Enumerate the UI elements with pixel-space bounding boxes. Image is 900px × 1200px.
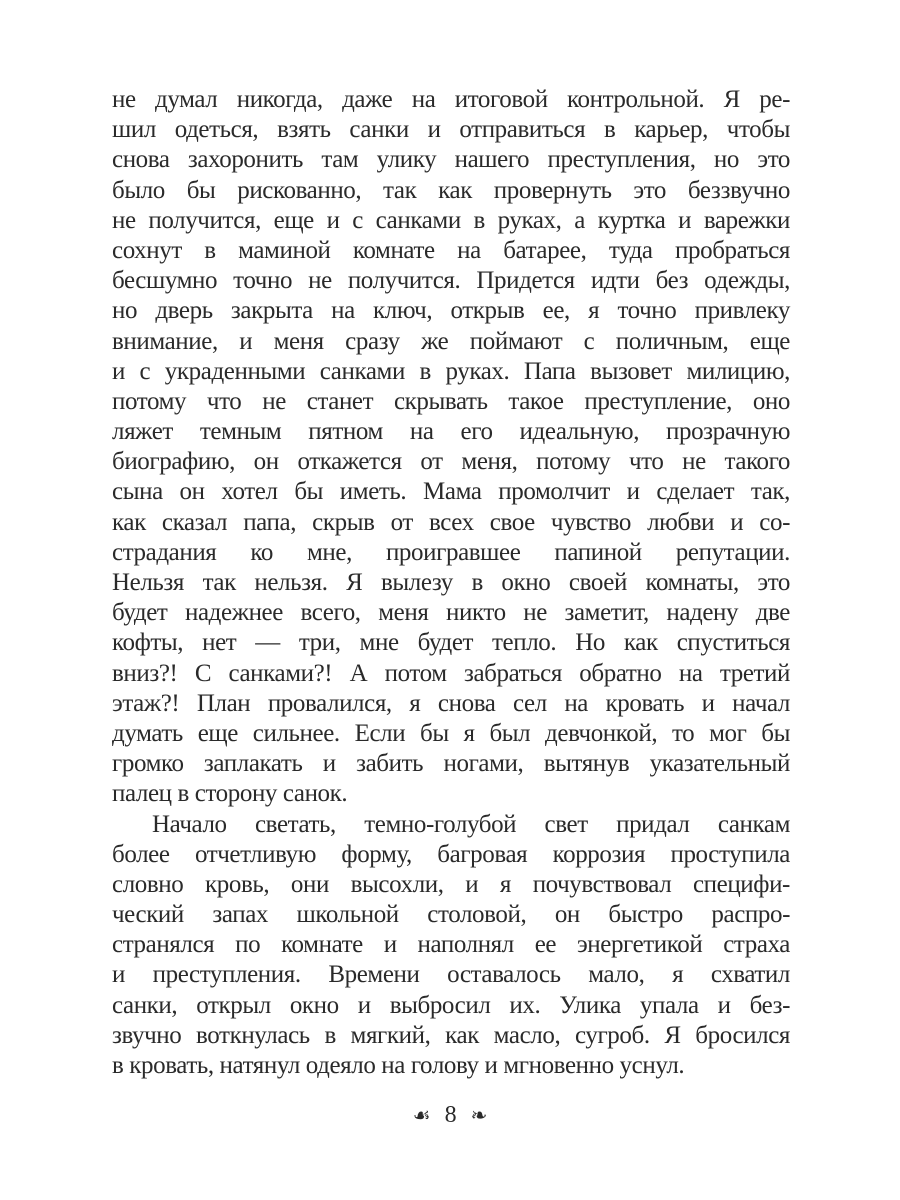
text-line: шил одеться, взять санки и отправиться в карьер, чтобы bbox=[112, 116, 790, 144]
text-line: вниз?! С санками?! А потом забраться обратно на третий bbox=[112, 659, 790, 687]
paragraph bbox=[112, 810, 790, 1082]
text-line: санки, открыл окно и выбросил их. Улика упала и без- bbox=[112, 991, 790, 1019]
text-line: страдания ко мне, проигравшее папиной репутации. bbox=[112, 538, 790, 566]
text-line: громко заплакать и забить ногами, вытянув указательный bbox=[112, 750, 790, 778]
text-line: ляжет темным пятном на его идеальную, прозрачную bbox=[112, 418, 790, 446]
text-line: звучно воткнулась в мягкий, как масло, сугроб. Я бросился bbox=[112, 1021, 790, 1049]
right-fleuron-icon: ❧ bbox=[470, 1103, 488, 1127]
left-fleuron-icon: ☙ bbox=[412, 1103, 431, 1127]
text-line: сохнут в маминой комнате на батарее, туда пробраться bbox=[112, 236, 790, 264]
text-line: странялся по комнате и наполнял ее энергетикой страха bbox=[112, 931, 790, 959]
text-line: не получится, еще и с санками в руках, а куртка и варежки bbox=[112, 206, 790, 234]
text-line: но дверь закрыта на ключ, открыв ее, я точно привлеку bbox=[112, 297, 790, 325]
text-line: снова захоронить там улику нашего преступления, но это bbox=[112, 146, 790, 174]
text-line: не думал никогда, даже на итоговой контрольной. Я ре- bbox=[112, 86, 790, 113]
text-line: потому что не станет скрывать такое преступление, оно bbox=[112, 387, 790, 415]
text-line: внимание, и меня сразу же поймают с поличным, еще bbox=[112, 327, 790, 355]
text-line: было бы рискованно, так как провернуть это беззвучно bbox=[112, 176, 790, 204]
text-line: кофты, нет — три, мне будет тепло. Но как спуститься bbox=[112, 629, 790, 657]
page-footer bbox=[0, 1100, 900, 1130]
text-line: и преступления. Времени оставалось мало, я схватил bbox=[112, 961, 790, 989]
text-line: и с украденными санками в руках. Папа вызовет милицию, bbox=[112, 357, 790, 385]
text-line: сына он хотел бы иметь. Мама промолчит и сделает так, bbox=[112, 478, 790, 506]
text-line: Нельзя так нельзя. Я вылезу в окно своей комнаты, это bbox=[112, 569, 790, 596]
text-line: в кровать, натянул одеяло на голову и мгновенно уснул. bbox=[112, 1052, 685, 1079]
text-line: биографию, он откажется от меня, потому что не такого bbox=[112, 448, 790, 476]
text-line: думать еще сильнее. Если бы я был девчонкой, то мог бы bbox=[112, 719, 790, 747]
text-line: этаж?! План провалился, я снова сел на кровать и начал bbox=[112, 689, 790, 717]
page-body bbox=[112, 85, 790, 1081]
text-line: будет надежнее всего, меня никто не заметит, надену две bbox=[112, 599, 790, 627]
text-line: палец в сторону санок. bbox=[112, 780, 348, 808]
text-line: ческий запах школьной столовой, он быстро распро- bbox=[112, 901, 790, 929]
text-line: словно кровь, они высохли, и я почувствовал специфи- bbox=[112, 870, 790, 898]
text-line: Начало светать, темно-голубой свет придал санкам bbox=[152, 810, 790, 838]
text-line: бесшумно точно не получится. Придется идти без одежды, bbox=[112, 267, 790, 295]
text-line: как сказал папа, скрыв от всех свое чувство любви и со- bbox=[112, 508, 790, 536]
page-number: 8 bbox=[444, 1102, 457, 1128]
paragraph bbox=[112, 85, 790, 810]
text-line: более отчетливую форму, багровая коррозия проступила bbox=[112, 840, 790, 868]
